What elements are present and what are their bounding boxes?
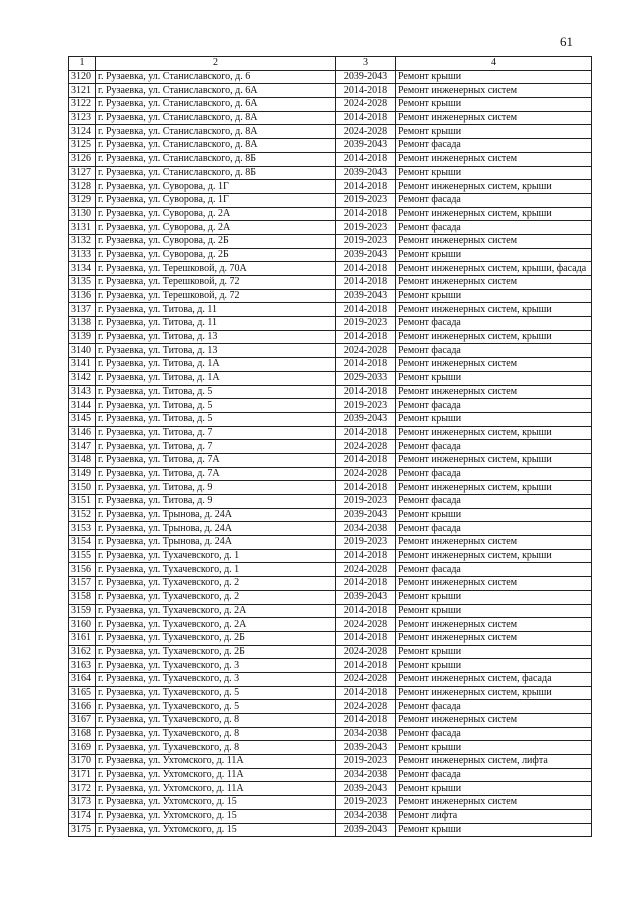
address-cell: г. Рузаевка, ул. Суворова, д. 2А <box>96 207 336 221</box>
table-row <box>69 385 592 399</box>
work-type-cell: Ремонт инженерных систем <box>396 618 592 632</box>
column-header-address: 2 <box>96 57 336 71</box>
work-type-cell: Ремонт фасада <box>396 344 592 358</box>
address-cell: г. Рузаевка, ул. Трынова, д. 24А <box>96 536 336 550</box>
table-row <box>69 399 592 413</box>
period-cell: 2039-2043 <box>336 590 396 604</box>
period-cell: 2024-2028 <box>336 645 396 659</box>
table-row <box>69 508 592 522</box>
table-row <box>69 768 592 782</box>
period-cell: 2034-2038 <box>336 727 396 741</box>
header-row <box>69 57 592 71</box>
row-number-cell: 3151 <box>69 495 96 509</box>
table-row <box>69 590 592 604</box>
row-number-cell: 3157 <box>69 577 96 591</box>
row-number-cell: 3128 <box>69 180 96 194</box>
address-cell: г. Рузаевка, ул. Трынова, д. 24А <box>96 508 336 522</box>
address-cell: г. Рузаевка, ул. Тухачевского, д. 1 <box>96 549 336 563</box>
period-cell: 2039-2043 <box>336 166 396 180</box>
table-row <box>69 166 592 180</box>
address-cell: г. Рузаевка, ул. Титова, д. 11 <box>96 303 336 317</box>
row-number-cell: 3154 <box>69 536 96 550</box>
work-type-cell: Ремонт инженерных систем <box>396 111 592 125</box>
table-row <box>69 522 592 536</box>
page-number: 61 <box>560 34 573 49</box>
period-cell: 2019-2023 <box>336 536 396 550</box>
table-row <box>69 98 592 112</box>
row-number-cell: 3169 <box>69 741 96 755</box>
row-number-cell: 3160 <box>69 618 96 632</box>
address-cell: г. Рузаевка, ул. Станиславского, д. 8А <box>96 111 336 125</box>
period-cell: 2039-2043 <box>336 139 396 153</box>
address-cell: г. Рузаевка, ул. Суворова, д. 2А <box>96 221 336 235</box>
period-cell: 2034-2038 <box>336 809 396 823</box>
work-type-cell: Ремонт инженерных систем <box>396 714 592 728</box>
work-type-cell: Ремонт крыши <box>396 166 592 180</box>
address-cell: г. Рузаевка, ул. Суворова, д. 1Г <box>96 180 336 194</box>
row-number-cell: 3156 <box>69 563 96 577</box>
row-number-cell: 3130 <box>69 207 96 221</box>
period-cell: 2014-2018 <box>336 549 396 563</box>
work-type-cell: Ремонт инженерных систем, крыши <box>396 453 592 467</box>
address-cell: г. Рузаевка, ул. Ухтомского, д. 15 <box>96 809 336 823</box>
address-cell: г. Рузаевка, ул. Тухачевского, д. 8 <box>96 741 336 755</box>
work-type-cell: Ремонт инженерных систем <box>396 631 592 645</box>
row-number-cell: 3164 <box>69 672 96 686</box>
work-type-cell: Ремонт фасада <box>396 467 592 481</box>
table-row <box>69 809 592 823</box>
work-type-cell: Ремонт крыши <box>396 659 592 673</box>
work-type-cell: Ремонт инженерных систем, фасада <box>396 672 592 686</box>
table-row <box>69 549 592 563</box>
table-row <box>69 796 592 810</box>
address-cell: г. Рузаевка, ул. Титова, д. 13 <box>96 344 336 358</box>
work-type-cell: Ремонт инженерных систем <box>396 796 592 810</box>
work-type-cell: Ремонт фасада <box>396 193 592 207</box>
work-type-cell: Ремонт крыши <box>396 604 592 618</box>
row-number-cell: 3163 <box>69 659 96 673</box>
period-cell: 2014-2018 <box>336 453 396 467</box>
table-row <box>69 317 592 331</box>
period-cell: 2019-2023 <box>336 399 396 413</box>
address-cell: г. Рузаевка, ул. Ухтомского, д. 11А <box>96 755 336 769</box>
column-header-work-type: 4 <box>396 57 592 71</box>
address-cell: г. Рузаевка, ул. Станиславского, д. 6А <box>96 98 336 112</box>
address-cell: г. Рузаевка, ул. Тухачевского, д. 2А <box>96 618 336 632</box>
row-number-cell: 3135 <box>69 276 96 290</box>
work-type-cell: Ремонт инженерных систем <box>396 152 592 166</box>
work-type-cell: Ремонт инженерных систем, крыши <box>396 330 592 344</box>
address-cell: г. Рузаевка, ул. Терешковой, д. 72 <box>96 276 336 290</box>
period-cell: 2024-2028 <box>336 618 396 632</box>
work-type-cell: Ремонт инженерных систем, крыши <box>396 207 592 221</box>
period-cell: 2019-2023 <box>336 221 396 235</box>
address-cell: г. Рузаевка, ул. Тухачевского, д. 2Б <box>96 645 336 659</box>
period-cell: 2014-2018 <box>336 262 396 276</box>
work-type-cell: Ремонт инженерных систем <box>396 536 592 550</box>
table-row <box>69 207 592 221</box>
period-cell: 2029-2033 <box>336 371 396 385</box>
table-row <box>69 426 592 440</box>
work-type-cell: Ремонт инженерных систем, крыши <box>396 481 592 495</box>
period-cell: 2019-2023 <box>336 495 396 509</box>
work-type-cell: Ремонт инженерных систем <box>396 276 592 290</box>
address-cell: г. Рузаевка, ул. Тухачевского, д. 3 <box>96 659 336 673</box>
address-cell: г. Рузаевка, ул. Терешковой, д. 72 <box>96 289 336 303</box>
work-type-cell: Ремонт крыши <box>396 98 592 112</box>
period-cell: 2014-2018 <box>336 385 396 399</box>
row-number-cell: 3155 <box>69 549 96 563</box>
row-number-cell: 3138 <box>69 317 96 331</box>
work-type-cell: Ремонт крыши <box>396 508 592 522</box>
row-number-cell: 3123 <box>69 111 96 125</box>
period-cell: 2039-2043 <box>336 70 396 84</box>
table-row <box>69 563 592 577</box>
table-row <box>69 495 592 509</box>
row-number-cell: 3175 <box>69 823 96 837</box>
address-cell: г. Рузаевка, ул. Титова, д. 5 <box>96 412 336 426</box>
table-row <box>69 180 592 194</box>
period-cell: 2024-2028 <box>336 344 396 358</box>
period-cell: 2014-2018 <box>336 180 396 194</box>
row-number-cell: 3140 <box>69 344 96 358</box>
work-type-cell: Ремонт инженерных систем, лифта <box>396 755 592 769</box>
row-number-cell: 3166 <box>69 700 96 714</box>
address-cell: г. Рузаевка, ул. Титова, д. 9 <box>96 481 336 495</box>
repair-schedule-table <box>68 56 592 837</box>
work-type-cell: Ремонт фасада <box>396 727 592 741</box>
work-type-cell: Ремонт фасада <box>396 768 592 782</box>
period-cell: 2034-2038 <box>336 522 396 536</box>
row-number-cell: 3149 <box>69 467 96 481</box>
row-number-cell: 3131 <box>69 221 96 235</box>
period-cell: 2019-2023 <box>336 234 396 248</box>
work-type-cell: Ремонт крыши <box>396 248 592 262</box>
table-row <box>69 152 592 166</box>
table-row <box>69 358 592 372</box>
period-cell: 2024-2028 <box>336 700 396 714</box>
period-cell: 2014-2018 <box>336 84 396 98</box>
table-row <box>69 111 592 125</box>
table-row <box>69 248 592 262</box>
work-type-cell: Ремонт инженерных систем <box>396 385 592 399</box>
table-row <box>69 84 592 98</box>
work-type-cell: Ремонт крыши <box>396 70 592 84</box>
address-cell: г. Рузаевка, ул. Тухачевского, д. 8 <box>96 714 336 728</box>
address-cell: г. Рузаевка, ул. Тухачевского, д. 5 <box>96 700 336 714</box>
work-type-cell: Ремонт инженерных систем, крыши <box>396 303 592 317</box>
work-type-cell: Ремонт инженерных систем, крыши <box>396 686 592 700</box>
work-type-cell: Ремонт крыши <box>396 823 592 837</box>
row-number-cell: 3134 <box>69 262 96 276</box>
address-cell: г. Рузаевка, ул. Станиславского, д. 8Б <box>96 152 336 166</box>
table-row <box>69 234 592 248</box>
work-type-cell: Ремонт фасада <box>396 495 592 509</box>
row-number-cell: 3129 <box>69 193 96 207</box>
period-cell: 2034-2038 <box>336 768 396 782</box>
table-body <box>69 70 592 837</box>
table-row <box>69 139 592 153</box>
row-number-cell: 3172 <box>69 782 96 796</box>
period-cell: 2039-2043 <box>336 508 396 522</box>
work-type-cell: Ремонт фасада <box>396 563 592 577</box>
work-type-cell: Ремонт крыши <box>396 782 592 796</box>
address-cell: г. Рузаевка, ул. Станиславского, д. 6 <box>96 70 336 84</box>
table-row <box>69 344 592 358</box>
row-number-cell: 3167 <box>69 714 96 728</box>
period-cell: 2014-2018 <box>336 207 396 221</box>
period-cell: 2019-2023 <box>336 755 396 769</box>
address-cell: г. Рузаевка, ул. Титова, д. 1А <box>96 371 336 385</box>
row-number-cell: 3159 <box>69 604 96 618</box>
address-cell: г. Рузаевка, ул. Станиславского, д. 8А <box>96 139 336 153</box>
table-row <box>69 412 592 426</box>
work-type-cell: Ремонт фасада <box>396 399 592 413</box>
address-cell: г. Рузаевка, ул. Титова, д. 11 <box>96 317 336 331</box>
period-cell: 2024-2028 <box>336 98 396 112</box>
table-row <box>69 262 592 276</box>
period-cell: 2024-2028 <box>336 563 396 577</box>
row-number-cell: 3148 <box>69 453 96 467</box>
address-cell: г. Рузаевка, ул. Станиславского, д. 8А <box>96 125 336 139</box>
period-cell: 2039-2043 <box>336 248 396 262</box>
address-cell: г. Рузаевка, ул. Титова, д. 7А <box>96 453 336 467</box>
row-number-cell: 3132 <box>69 234 96 248</box>
table-row <box>69 727 592 741</box>
row-number-cell: 3162 <box>69 645 96 659</box>
period-cell: 2014-2018 <box>336 111 396 125</box>
row-number-cell: 3165 <box>69 686 96 700</box>
period-cell: 2024-2028 <box>336 440 396 454</box>
table-row <box>69 659 592 673</box>
row-number-cell: 3122 <box>69 98 96 112</box>
table-row <box>69 631 592 645</box>
row-number-cell: 3125 <box>69 139 96 153</box>
period-cell: 2039-2043 <box>336 412 396 426</box>
work-type-cell: Ремонт инженерных систем <box>396 84 592 98</box>
address-cell: г. Рузаевка, ул. Станиславского, д. 8Б <box>96 166 336 180</box>
work-type-cell: Ремонт фасада <box>396 139 592 153</box>
table-row <box>69 453 592 467</box>
address-cell: г. Рузаевка, ул. Тухачевского, д. 2Б <box>96 631 336 645</box>
work-type-cell: Ремонт фасада <box>396 440 592 454</box>
address-cell: г. Рузаевка, ул. Ухтомского, д. 15 <box>96 823 336 837</box>
row-number-cell: 3143 <box>69 385 96 399</box>
period-cell: 2014-2018 <box>336 426 396 440</box>
work-type-cell: Ремонт инженерных систем <box>396 234 592 248</box>
table-row <box>69 618 592 632</box>
period-cell: 2024-2028 <box>336 672 396 686</box>
period-cell: 2019-2023 <box>336 796 396 810</box>
table-row <box>69 371 592 385</box>
row-number-cell: 3139 <box>69 330 96 344</box>
row-number-cell: 3120 <box>69 70 96 84</box>
row-number-cell: 3121 <box>69 84 96 98</box>
column-header-number: 1 <box>69 57 96 71</box>
period-cell: 2014-2018 <box>336 276 396 290</box>
address-cell: г. Рузаевка, ул. Суворова, д. 2Б <box>96 248 336 262</box>
row-number-cell: 3153 <box>69 522 96 536</box>
address-cell: г. Рузаевка, ул. Титова, д. 1А <box>96 358 336 372</box>
period-cell: 2014-2018 <box>336 659 396 673</box>
period-cell: 2014-2018 <box>336 686 396 700</box>
row-number-cell: 3127 <box>69 166 96 180</box>
period-cell: 2039-2043 <box>336 823 396 837</box>
period-cell: 2014-2018 <box>336 604 396 618</box>
row-number-cell: 3136 <box>69 289 96 303</box>
work-type-cell: Ремонт инженерных систем, крыши <box>396 180 592 194</box>
period-cell: 2039-2043 <box>336 289 396 303</box>
column-header-period: 3 <box>336 57 396 71</box>
period-cell: 2024-2028 <box>336 125 396 139</box>
row-number-cell: 3161 <box>69 631 96 645</box>
row-number-cell: 3145 <box>69 412 96 426</box>
table-row <box>69 440 592 454</box>
address-cell: г. Рузаевка, ул. Станиславского, д. 6А <box>96 84 336 98</box>
work-type-cell: Ремонт инженерных систем <box>396 358 592 372</box>
address-cell: г. Рузаевка, ул. Титова, д. 7 <box>96 440 336 454</box>
table-row <box>69 741 592 755</box>
address-cell: г. Рузаевка, ул. Тухачевского, д. 1 <box>96 563 336 577</box>
address-cell: г. Рузаевка, ул. Суворова, д. 2Б <box>96 234 336 248</box>
period-cell: 2014-2018 <box>336 330 396 344</box>
period-cell: 2014-2018 <box>336 631 396 645</box>
work-type-cell: Ремонт крыши <box>396 125 592 139</box>
row-number-cell: 3137 <box>69 303 96 317</box>
address-cell: г. Рузаевка, ул. Тухачевского, д. 3 <box>96 672 336 686</box>
table-row <box>69 481 592 495</box>
work-type-cell: Ремонт инженерных систем, крыши <box>396 549 592 563</box>
address-cell: г. Рузаевка, ул. Тухачевского, д. 2 <box>96 590 336 604</box>
address-cell: г. Рузаевка, ул. Терешковой, д. 70А <box>96 262 336 276</box>
table-row <box>69 672 592 686</box>
table-row <box>69 645 592 659</box>
period-cell: 2014-2018 <box>336 303 396 317</box>
work-type-cell: Ремонт фасада <box>396 700 592 714</box>
table-row <box>69 782 592 796</box>
row-number-cell: 3170 <box>69 755 96 769</box>
address-cell: г. Рузаевка, ул. Ухтомского, д. 15 <box>96 796 336 810</box>
period-cell: 2019-2023 <box>336 193 396 207</box>
address-cell: г. Рузаевка, ул. Титова, д. 5 <box>96 399 336 413</box>
table-row <box>69 125 592 139</box>
address-cell: г. Рузаевка, ул. Титова, д. 7А <box>96 467 336 481</box>
period-cell: 2024-2028 <box>336 467 396 481</box>
table-row <box>69 221 592 235</box>
table-row <box>69 303 592 317</box>
work-type-cell: Ремонт фасада <box>396 522 592 536</box>
row-number-cell: 3146 <box>69 426 96 440</box>
address-cell: г. Рузаевка, ул. Ухтомского, д. 11А <box>96 768 336 782</box>
row-number-cell: 3124 <box>69 125 96 139</box>
table-row <box>69 714 592 728</box>
row-number-cell: 3174 <box>69 809 96 823</box>
table-row <box>69 700 592 714</box>
table-row <box>69 686 592 700</box>
row-number-cell: 3144 <box>69 399 96 413</box>
work-type-cell: Ремонт лифта <box>396 809 592 823</box>
row-number-cell: 3168 <box>69 727 96 741</box>
period-cell: 2014-2018 <box>336 714 396 728</box>
work-type-cell: Ремонт инженерных систем, крыши, фасада <box>396 262 592 276</box>
period-cell: 2014-2018 <box>336 481 396 495</box>
table-row <box>69 193 592 207</box>
table-row <box>69 289 592 303</box>
work-type-cell: Ремонт крыши <box>396 741 592 755</box>
table-row <box>69 467 592 481</box>
table-row <box>69 823 592 837</box>
period-cell: 2014-2018 <box>336 358 396 372</box>
work-type-cell: Ремонт инженерных систем <box>396 577 592 591</box>
address-cell: г. Рузаевка, ул. Трынова, д. 24А <box>96 522 336 536</box>
address-cell: г. Рузаевка, ул. Тухачевского, д. 8 <box>96 727 336 741</box>
row-number-cell: 3133 <box>69 248 96 262</box>
work-type-cell: Ремонт крыши <box>396 645 592 659</box>
row-number-cell: 3142 <box>69 371 96 385</box>
work-type-cell: Ремонт фасада <box>396 317 592 331</box>
work-type-cell: Ремонт крыши <box>396 590 592 604</box>
period-cell: 2039-2043 <box>336 741 396 755</box>
address-cell: г. Рузаевка, ул. Тухачевского, д. 2А <box>96 604 336 618</box>
period-cell: 2014-2018 <box>336 577 396 591</box>
table-row <box>69 330 592 344</box>
address-cell: г. Рузаевка, ул. Титова, д. 9 <box>96 495 336 509</box>
period-cell: 2019-2023 <box>336 317 396 331</box>
work-type-cell: Ремонт крыши <box>396 289 592 303</box>
table-row <box>69 276 592 290</box>
address-cell: г. Рузаевка, ул. Тухачевского, д. 5 <box>96 686 336 700</box>
row-number-cell: 3158 <box>69 590 96 604</box>
row-number-cell: 3150 <box>69 481 96 495</box>
work-type-cell: Ремонт инженерных систем, крыши <box>396 426 592 440</box>
address-cell: г. Рузаевка, ул. Титова, д. 5 <box>96 385 336 399</box>
table-row <box>69 536 592 550</box>
address-cell: г. Рузаевка, ул. Суворова, д. 1Г <box>96 193 336 207</box>
table-row <box>69 577 592 591</box>
period-cell: 2014-2018 <box>336 152 396 166</box>
work-type-cell: Ремонт фасада <box>396 221 592 235</box>
period-cell: 2039-2043 <box>336 782 396 796</box>
table-row <box>69 755 592 769</box>
table-row <box>69 604 592 618</box>
address-cell: г. Рузаевка, ул. Ухтомского, д. 11А <box>96 782 336 796</box>
row-number-cell: 3141 <box>69 358 96 372</box>
work-type-cell: Ремонт крыши <box>396 412 592 426</box>
row-number-cell: 3173 <box>69 796 96 810</box>
row-number-cell: 3171 <box>69 768 96 782</box>
address-cell: г. Рузаевка, ул. Титова, д. 7 <box>96 426 336 440</box>
address-cell: г. Рузаевка, ул. Титова, д. 13 <box>96 330 336 344</box>
work-type-cell: Ремонт крыши <box>396 371 592 385</box>
address-cell: г. Рузаевка, ул. Тухачевского, д. 2 <box>96 577 336 591</box>
table-row <box>69 70 592 84</box>
row-number-cell: 3126 <box>69 152 96 166</box>
row-number-cell: 3152 <box>69 508 96 522</box>
row-number-cell: 3147 <box>69 440 96 454</box>
